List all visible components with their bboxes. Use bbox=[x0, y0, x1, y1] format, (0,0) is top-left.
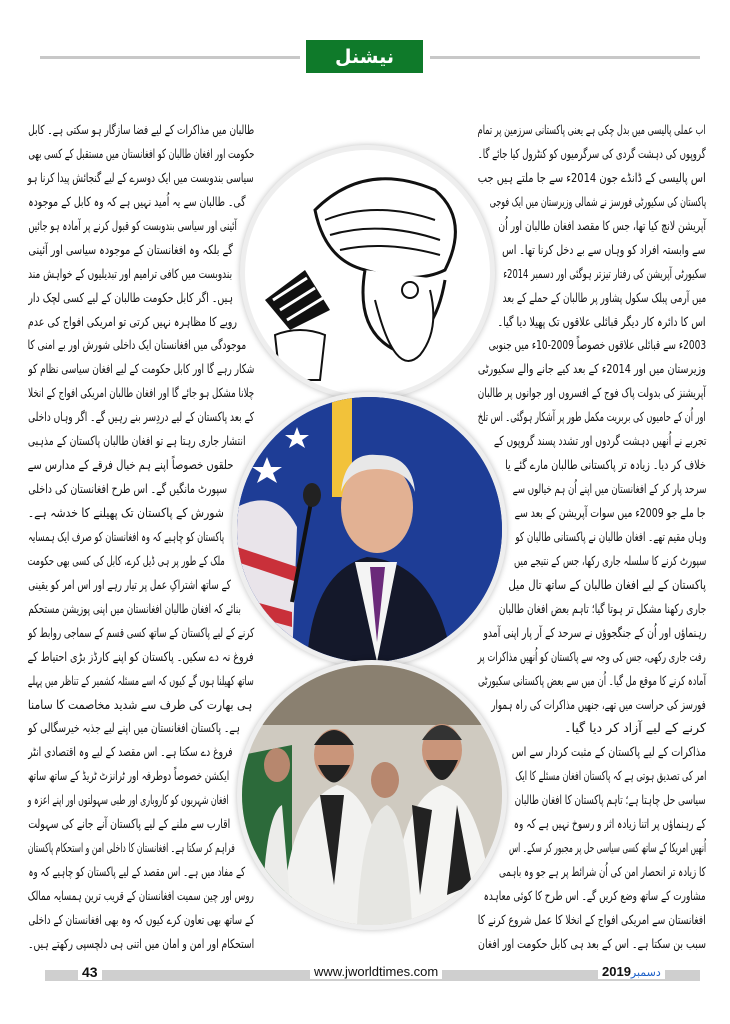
text-line bbox=[28, 597, 240, 621]
text-line-content: جا ملے جو 2009ء میں سوات آپریشن کے بعد سے bbox=[514, 505, 706, 520]
text-line bbox=[28, 884, 254, 908]
header-rule-left bbox=[40, 56, 300, 59]
text-line bbox=[28, 453, 234, 477]
text-line bbox=[505, 453, 706, 477]
text-line-content: بندوبست میں کافی ترامیم اور تبدیلیوں کے خواہش مند bbox=[28, 265, 232, 281]
text-line-content: ہے۔ پاکستان افغانستان میں اپنے لیے جذبہ خیرسگالی کو bbox=[28, 720, 240, 736]
text-line bbox=[28, 645, 254, 669]
text-line-content: آمادہ کرنے کا موقع مل گیا۔ اُن میں سے بعض پاکستانی سکیورٹی bbox=[478, 672, 706, 688]
text-line-content: گے بلکہ وہ افغانستان کے موجودہ سیاسی اور آئینی bbox=[28, 241, 233, 257]
text-line-content: انتشار جاری رہتا ہے تو افغان طالبان پاکستان کے مذہبی bbox=[28, 433, 246, 449]
text-line bbox=[512, 740, 706, 764]
text-line-content: سپورٹ کرنے کا سلسلہ جاری رکھا، جس کے نتیجے میں bbox=[513, 552, 706, 568]
text-line bbox=[28, 764, 229, 788]
text-line-content: سرحد پار کر کے افغانستان میں اپنے اُن ہم خیالوں سے bbox=[512, 481, 706, 497]
text-line bbox=[483, 621, 706, 645]
text-line-content: افغان شہریوں کو کاروباری اور طبی سہولتوں اور اپنے اعزہ و bbox=[28, 792, 229, 808]
text-line bbox=[503, 238, 706, 262]
text-line bbox=[478, 645, 706, 669]
text-line bbox=[514, 549, 706, 573]
text-line-content: فراہم کر سکتا ہے۔ افغانستان کا داخلی امن و استحکام پاکستان bbox=[28, 840, 236, 856]
text-line-content: استحکام اور امن و امان میں اتنی ہی دلچسپی رکھتے ہیں۔ bbox=[28, 935, 254, 951]
text-line-content: حکومت اور افغان طالبان کو افغانستان میں مستقبل کے کسی بھی bbox=[28, 145, 254, 161]
text-line bbox=[28, 525, 224, 549]
text-line bbox=[28, 381, 254, 405]
text-line-content: حلقوں خصوصاً اپنے ہم خیال فرقے کے مدارس سے bbox=[28, 457, 234, 473]
text-line-content: کا زیادہ تر انحصار امن کی اُن شرائط پر ہے جو وہ باہمی bbox=[499, 864, 706, 880]
text-line bbox=[28, 286, 233, 310]
cartoon-image bbox=[240, 145, 495, 400]
text-line-content: اور اُن کے حامیوں کی بربریت مکمل طور پر آشکار ہوگئی۔ اس تلخ bbox=[478, 409, 706, 425]
text-line-content: فروغ دے سکتا ہے۔ اس مقصد کے لیے وہ اقتصادی انٹر bbox=[28, 744, 233, 760]
text-line bbox=[504, 716, 706, 740]
text-line bbox=[489, 333, 706, 357]
text-line bbox=[508, 573, 706, 597]
text-line bbox=[28, 214, 237, 238]
text-line-content: 2003ء سے قبائلی علاقوں خصوصاً 2009-10ء میں جنوبی bbox=[488, 337, 706, 353]
article-column-left bbox=[28, 118, 254, 956]
text-line-content: کے بعد پاکستان کے لیے دردِسر بنے رہیں گے۔ اگر وہاں داخلی bbox=[28, 409, 254, 425]
text-line bbox=[478, 908, 706, 932]
text-line bbox=[28, 693, 253, 717]
text-line-content: اس کا دائرہ کار دیگر قبائلی علاقوں تک پھیلا دیا گیا۔ bbox=[497, 313, 706, 329]
text-line bbox=[499, 597, 706, 621]
text-line-content: افغانستان سے امریکی افواج کے انخلا کا عمل شروع کرنے کا bbox=[478, 911, 706, 927]
page-number: 43 bbox=[78, 964, 102, 980]
text-line-content: میں آرمی پبلک سکول پشاور پر طالبان کے حملے کے بعد bbox=[502, 289, 706, 305]
text-line bbox=[490, 190, 706, 214]
text-line bbox=[514, 812, 706, 836]
portrait-image bbox=[232, 392, 507, 667]
text-line bbox=[499, 860, 706, 884]
text-line-content: ساتھ کھیلنا ہوں گے کیوں کہ اسے مسئلہ کشمیر کے تناظر میں پہلے bbox=[27, 672, 254, 688]
text-line bbox=[478, 381, 706, 405]
text-line bbox=[498, 310, 706, 334]
text-line-content: کے ساتھ اشتراکِ عمل پر تیار رہے اور اس امر کو یقینی bbox=[28, 576, 231, 592]
text-line bbox=[515, 525, 706, 549]
text-line bbox=[28, 142, 254, 166]
text-line bbox=[478, 118, 706, 142]
text-line bbox=[28, 333, 246, 357]
text-line-content: مذاکرات کے لیے پاکستان کے مثبت کردار سے اس bbox=[511, 744, 706, 760]
text-line bbox=[478, 142, 706, 166]
text-line bbox=[28, 166, 254, 190]
text-line-content: سیاسی حل چاہتا ہے؛ تاہم پاکستان کا افغان طالبان bbox=[515, 792, 706, 808]
text-line-content: کرنے کے لیے پاکستان کے ساتھ کسی قسم کے سماجی روابط کو bbox=[28, 624, 254, 640]
article-column-right bbox=[478, 118, 706, 956]
text-line-content: آئینی اور سیاسی بندوبست کو قبول کرنے پر آمادہ ہو جائیں bbox=[28, 217, 237, 233]
text-line-content: سکیورٹی آپریشن کی رفتار تیزتر ہوگئی اور دسمبر 2014ء bbox=[503, 265, 706, 281]
text-line-content: ملک کے طور پر ہی ڈیل کرے، کابل کی کسی بھی حکومت bbox=[28, 552, 226, 568]
text-line bbox=[28, 118, 254, 142]
text-line-content: آپریشن لانچ کیا تھا، جس کا مقصد افغان طالبان اور اُن bbox=[498, 217, 706, 233]
text-line bbox=[28, 549, 225, 573]
text-line-content: اقارب سے ملنے کے لیے پاکستان آنے جانے کی سہولت bbox=[28, 816, 231, 832]
text-line bbox=[28, 669, 254, 693]
text-line-content: مشاورت کے ساتھ وضع کریں گے۔ اس طرح کا کوئی معاہدہ bbox=[483, 888, 706, 903]
text-line-content: گروپوں کی دہشت گردی کی سرگرمیوں کو کنٹرول کیا جائے گا۔ bbox=[478, 145, 706, 161]
text-line bbox=[478, 357, 706, 381]
text-line bbox=[515, 788, 706, 812]
issue-month: دسمبر bbox=[630, 966, 661, 979]
section-tag: نیشنل bbox=[306, 40, 423, 73]
text-line-content: سبب بن سکتا ہے۔ اس کے بعد ہی کابل حکومت اور افغان bbox=[478, 935, 706, 951]
text-line bbox=[515, 501, 706, 525]
text-line bbox=[498, 214, 706, 238]
text-line-content: تجربے نے اُنھیں دہشت گردوں اور تشدد پسند گروپوں کے bbox=[493, 433, 706, 449]
text-line-content: امر کی تصدیق ہوتی ہے کہ پاکستان افغان مسئلے کا ایک bbox=[514, 768, 706, 784]
text-line-content: روس اور چین سمیت افغانستان کے قریب ترین ہمسایہ ممالک bbox=[27, 888, 254, 903]
text-line bbox=[28, 788, 229, 812]
text-line bbox=[503, 262, 706, 286]
text-line-content: پاکستان کی سکیورٹی فورسز نے شمالی وزیرستان میں ایک فوجی bbox=[489, 193, 706, 209]
text-line-content: ہی بھارت کی طرف سے شدید مخاصمت کا سامنا bbox=[28, 696, 253, 712]
website-link[interactable]: www.jworldtimes.com bbox=[310, 964, 442, 979]
text-line bbox=[502, 286, 706, 310]
text-line-content: رہنماؤں اور اُن کے جنگجوؤں نے سرحد کے آر پار اپنی آمدو bbox=[482, 624, 706, 640]
group-photo-image bbox=[237, 660, 507, 930]
issue-year: 2019 bbox=[602, 964, 631, 979]
text-line-content: طالبان میں مذاکرات کے لیے فضا سازگار ہو سکتی ہے۔ کابل bbox=[28, 122, 254, 137]
text-line bbox=[478, 932, 706, 956]
text-line bbox=[28, 238, 232, 262]
text-line-content: فروغ نہ دے سکیں۔ پاکستان کو اپنے کارڈز بڑی احتیاط کے bbox=[28, 648, 254, 664]
text-line-content: اب عملی پالیسی میں بدل چکی ہے یعنی پاکستانی سرزمین پر تمام bbox=[478, 122, 706, 137]
header-rule-right bbox=[430, 56, 700, 59]
text-line bbox=[509, 836, 706, 860]
text-line bbox=[28, 429, 246, 453]
text-line bbox=[28, 477, 227, 501]
text-line-content: اس پالیسی کے ڈانڈے جون 2014ء سے جا ملتے ہیں جب bbox=[478, 169, 706, 185]
text-line bbox=[28, 357, 254, 381]
text-line-content: اُنھیں امریکا کے ساتھ کسی سیاسی حل پر مجبور کر سکے۔ اس bbox=[508, 840, 706, 856]
text-line-content: شورش کے پاکستان تک پھیلنے کا خدشہ ہے۔ bbox=[28, 505, 225, 520]
text-line bbox=[28, 621, 254, 645]
text-line bbox=[28, 836, 235, 860]
text-line bbox=[28, 501, 224, 525]
text-line-content: جاری رکھنا مشکل تر ہوتا گیا؛ تاہم بعض افغان طالبان bbox=[498, 600, 706, 616]
text-line-content: آپریشنز کی بدولت پاک فوج کے افسروں اور جوانوں پر طالبان bbox=[478, 385, 706, 401]
text-line-content: سیاسی بندوبست میں ایک دوسرے کے لیے گنجائش پیدا کرنا ہو bbox=[28, 169, 254, 185]
text-line bbox=[515, 764, 706, 788]
text-line-content: سپورٹ مانگیں گے۔ اس طرح افغانستان کی داخلی bbox=[28, 481, 227, 497]
text-line bbox=[512, 477, 706, 501]
text-line bbox=[28, 932, 254, 956]
text-line-content: ایکشن خصوصاً دوطرفہ اور ٹرانزٹ ٹریڈ کے ساتھ ساتھ bbox=[28, 768, 230, 784]
text-line-content: خلاف کر دیا۔ زیادہ تر پاکستانی طالبان مارے گئے یا bbox=[505, 457, 706, 473]
text-line bbox=[28, 716, 240, 740]
text-line bbox=[478, 669, 706, 693]
text-line-content: پاکستان کو چاہیے کہ وہ افغانستان کو صرف ایک ہمسایہ bbox=[27, 528, 224, 544]
text-line bbox=[28, 405, 254, 429]
text-line bbox=[28, 740, 232, 764]
text-line-content: فورسز کی حراست میں تھے، جنھیں مذاکرات کی راہ ہموار bbox=[491, 696, 706, 712]
text-line-content: ہیں۔ اگر کابل حکومت طالبان کے لیے کسی لچک دار bbox=[28, 289, 233, 305]
text-line-content: رویے کا مظاہرہ نہیں کرتی تو امریکی افواج کی عدم bbox=[28, 313, 238, 329]
text-line bbox=[28, 262, 232, 286]
text-line bbox=[28, 310, 237, 334]
text-line-content: کے مفاد میں ہے۔ اس مقصد کے لیے پاکستان کو چاہیے کہ وہ bbox=[28, 864, 245, 880]
text-line bbox=[28, 812, 230, 836]
issue-date bbox=[598, 964, 665, 979]
text-line-content: بنائے کہ افغان طالبان افغانستان میں اپنی پوزیشن مستحکم bbox=[28, 600, 241, 616]
text-line-content: گی۔ طالبان سے یہ اُمید نہیں ہے کہ وہ کابل کے موجودہ bbox=[28, 193, 246, 209]
text-line-content: موجودگی میں افغانستان ایک داخلی شورش اور بے امنی کا bbox=[28, 337, 247, 353]
text-line-content: وہاں مقیم تھے۔ افغان طالبان نے پاکستانی طالبان کو bbox=[515, 528, 706, 544]
text-line-content: سے وابستہ افراد کو وہاں سے بے دخل کرنا تھا۔ اس bbox=[502, 241, 706, 257]
text-line-content: وزیرستان میں اور 2014ء کے بعد کیے جانے والے سکیورٹی bbox=[478, 361, 706, 377]
text-line bbox=[484, 884, 706, 908]
text-line-content: شکار رہے گا اور کابل حکومت کے لیے افغان سیاسی نظام کو bbox=[28, 361, 254, 377]
text-line-content: کے رہنماؤں پر اتنا زیادہ اثر و رسوخ نہیں ہے کہ وہ bbox=[513, 816, 706, 832]
text-line bbox=[28, 908, 254, 932]
text-line-content: کے ساتھ بھی تعاون کرے کیوں کہ وہ بھی افغانستان کے داخلی bbox=[28, 911, 254, 927]
text-line bbox=[478, 166, 706, 190]
text-line-content: پاکستان کے لیے افغان طالبان کے ساتھ تال میل bbox=[508, 576, 706, 592]
text-line-content: رفت جاری رکھی، جس کی وجہ سے پاکستان کو اُنھیں مذاکرات پر bbox=[478, 648, 706, 664]
text-line-content: چلانا مشکل ہو جائے گا اور افغان طالبان امریکی افواج کے انخلا bbox=[28, 385, 254, 401]
text-line bbox=[493, 429, 706, 453]
text-line bbox=[492, 693, 707, 717]
text-line bbox=[478, 405, 706, 429]
text-line-content: کرنے کے لیے آزاد کر دیا گیا۔ bbox=[564, 720, 706, 736]
text-line bbox=[28, 190, 245, 214]
text-line bbox=[28, 860, 245, 884]
text-line bbox=[28, 573, 231, 597]
